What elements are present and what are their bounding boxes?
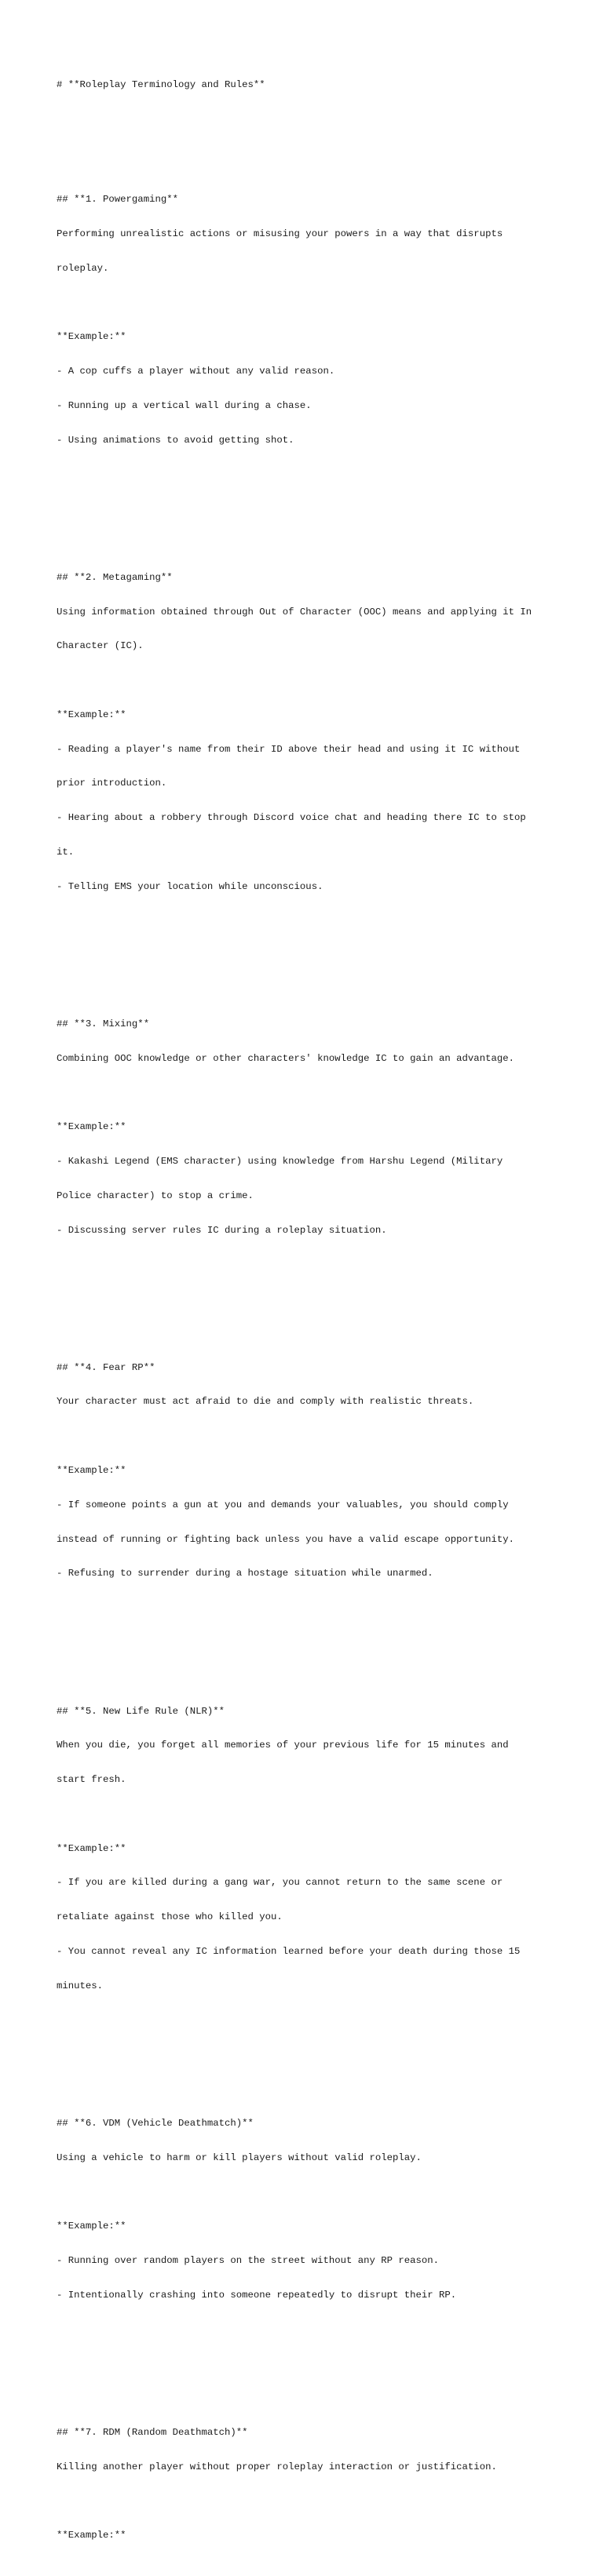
example-label: **Example:** [57, 1465, 126, 1477]
blank-line [57, 675, 551, 687]
example-item-continuation: it. [57, 846, 75, 858]
example-item: - A cop cuffs a player without any valid reason. [57, 366, 335, 377]
example-label: **Example:** [57, 2221, 126, 2232]
example-item: - Running over random players on the street without any RP reason. [57, 2255, 440, 2266]
example-item: - Refusing to surrender during a hostage situation while unarmed. [57, 1568, 433, 1579]
section-description-line: When you die, you forget all memories of your previous life for 15 minutes and [57, 1740, 509, 1751]
example-label: **Example:** [57, 2530, 126, 2541]
blank-line [57, 2015, 551, 2027]
blank-line [57, 1259, 551, 1270]
section-description-line: Using a vehicle to harm or kill players without valid roleplay. [57, 2152, 422, 2163]
blank-line [57, 1602, 551, 1614]
section-description-line: Character (IC). [57, 640, 144, 652]
section-description-line: Combining OOC knowledge or other characters' knowledge IC to gain an advantage. [57, 1052, 514, 1064]
blank-line [57, 916, 551, 927]
blank-line [57, 1430, 551, 1442]
section-metagaming [57, 549, 551, 950]
section-rdm [57, 2404, 551, 2564]
section-heading: ## **5. New Life Rule (NLR)** [57, 1705, 225, 1717]
example-item: - Hearing about a robbery through Discord voice chat and heading there IC to stop [57, 812, 526, 824]
blank-line [57, 1087, 551, 1099]
section-vdm [57, 2095, 551, 2359]
blank-line [57, 2186, 551, 2198]
example-item: - If you are killed during a gang war, you cannot return to the same scene or [57, 1877, 503, 1889]
example-item-continuation: Police character) to stop a crime. [57, 1190, 254, 1201]
example-item: - Intentionally crashing into someone repeatedly to disrupt their RP. [57, 2289, 457, 2301]
example-item: - Telling EMS your location while unconscious. [57, 880, 323, 892]
section-heading: ## **3. Mixing** [57, 1018, 150, 1029]
example-item-continuation: prior introduction. [57, 778, 167, 789]
example-label: **Example:** [57, 709, 126, 720]
blank-line [57, 297, 551, 308]
example-item: - You cannot reveal any IC information learned before your death during those 15 [57, 1945, 521, 1957]
example-item-continuation: minutes. [57, 1980, 104, 1991]
blank-line [57, 1809, 551, 1820]
blank-line [57, 2324, 551, 2336]
example-item-continuation: retaliate against those who killed you. [57, 1911, 283, 1923]
section-heading: ## **7. RDM (Random Deathmatch)** [57, 2426, 248, 2438]
section-heading: ## **2. Metagaming** [57, 571, 173, 583]
section-description-line: start fresh. [57, 1774, 126, 1786]
example-item: - Running up a vertical wall during a chase. [57, 399, 312, 411]
section-heading: ## **6. VDM (Vehicle Deathmatch)** [57, 2117, 254, 2129]
example-item: - Using animations to avoid getting shot. [57, 434, 294, 446]
blank-line [57, 468, 551, 480]
example-item: - If someone points a gun at you and demands your valuables, you should comply [57, 1499, 509, 1510]
example-item: - Discussing server rules IC during a roleplay situation. [57, 1224, 387, 1236]
example-label: **Example:** [57, 1121, 126, 1133]
section-fear-rp [57, 1339, 551, 1637]
document-page [57, 56, 551, 2576]
section-heading: ## **4. Fear RP** [57, 1361, 155, 1373]
example-item: - Kakashi Legend (EMS character) using knowledge from Harshu Legend (Military [57, 1156, 503, 1167]
section-description-line: roleplay. [57, 262, 109, 274]
section-description-line: Using information obtained through Out of Character (OOC) means and applying it In [57, 606, 532, 618]
section-description-line: Performing unrealistic actions or misusing your powers in a way that disrupts [57, 228, 503, 239]
section-description-line: Killing another player without proper roleplay interaction or justification. [57, 2461, 497, 2472]
document-title: # **Roleplay Terminology and Rules** [57, 79, 265, 91]
section-new-life-rule [57, 1682, 551, 2049]
section-heading: ## **1. Powergaming** [57, 194, 178, 206]
blank-line [57, 2495, 551, 2507]
section-powergaming [57, 171, 551, 503]
section-mixing [57, 996, 551, 1293]
example-item: - Reading a player's name from their ID above their head and using it IC without [57, 743, 521, 755]
example-label: **Example:** [57, 331, 126, 343]
blank-line [57, 114, 551, 126]
section-description-line: Your character must act afraid to die and comply with realistic threats. [57, 1396, 474, 1408]
example-item-continuation: instead of running or fighting back unless you have a valid escape opportunity. [57, 1533, 514, 1545]
example-label: **Example:** [57, 1842, 126, 1854]
